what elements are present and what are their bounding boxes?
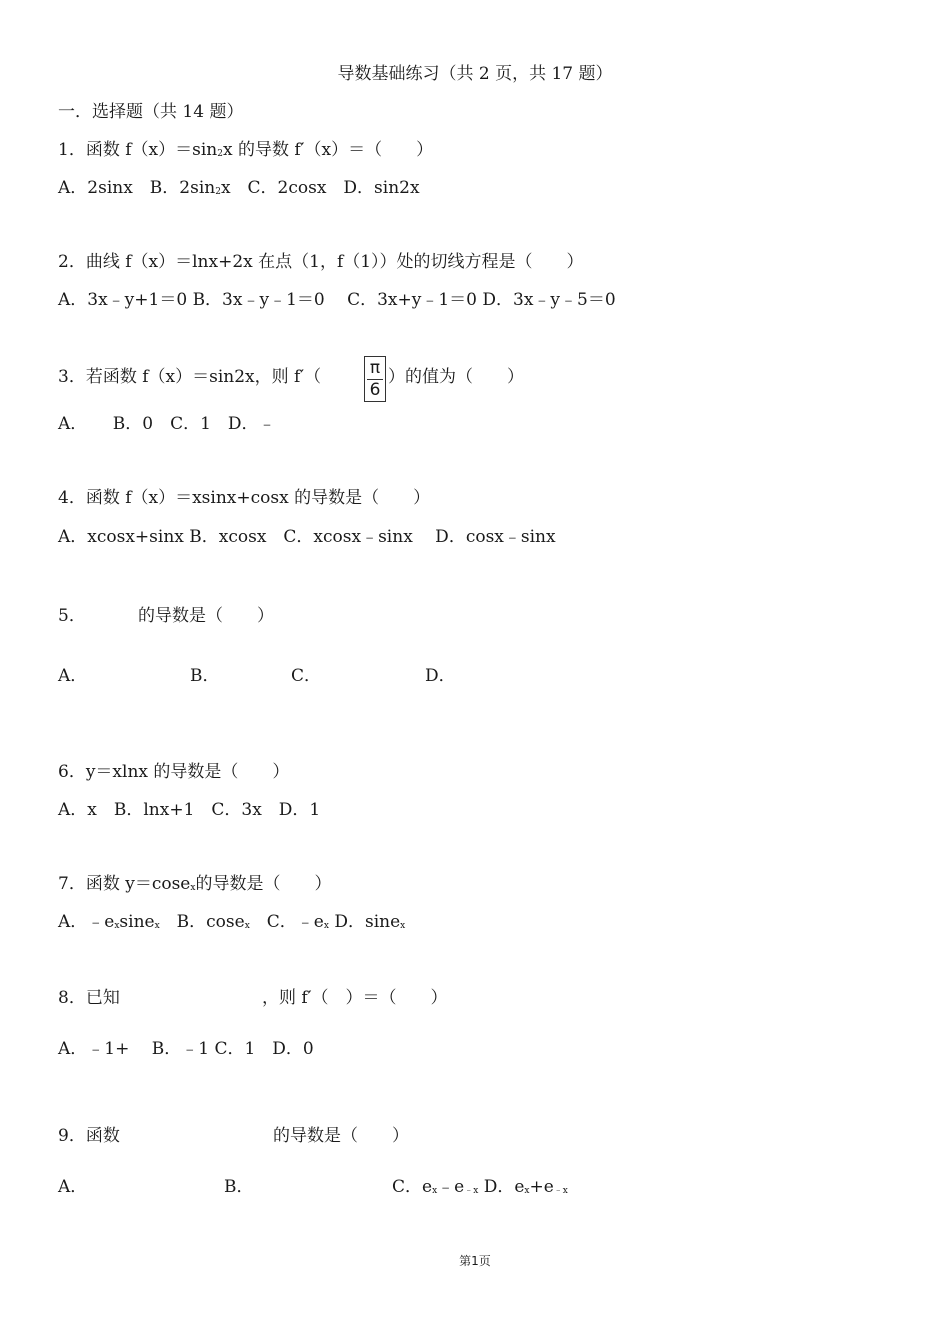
question-7-stem (58, 874, 331, 898)
question-2-stem: 2．曲线 f（x）＝lnx+2x 在点（1，f（1））处的切线方程是（ ） (58, 252, 584, 272)
question-9-number: 9．函数 (58, 1126, 120, 1146)
question-5-option-c: C． (291, 666, 322, 686)
page-number-footer: 第1页 (459, 1254, 491, 1268)
q1-options-post: x C．2cosx D．sin2x (220, 178, 420, 198)
question-8-stem: ，则 f′（ ）＝（ ） (262, 988, 448, 1008)
q9-opt-c-sup1: x (432, 1186, 438, 1196)
q7-opt-d-sup: x (400, 921, 406, 931)
question-5-option-b: B． (190, 666, 220, 686)
q7-opt-a-sup1: x (114, 921, 120, 931)
fraction-denominator: 6 (369, 380, 381, 400)
question-8-number: 8．已知 (58, 988, 120, 1008)
q1-options-pre: A．2sinx B．2sin (58, 178, 216, 198)
q1-stem-sub: 2 (217, 149, 223, 159)
question-6-stem: 6．y＝xlnx 的导数是（ ） (58, 762, 290, 782)
question-5-stem: 的导数是（ ） (138, 606, 274, 626)
question-5-option-d: D． (425, 666, 456, 686)
q1-options-sub: 2 (215, 187, 221, 197)
question-8-options: A．﹣1+ B．﹣1 C．1 D．0 (58, 1039, 314, 1059)
q7-opt-d-pre: D．sine (328, 912, 401, 932)
question-5-option-a: A． (58, 666, 88, 686)
q9-opt-c-mid: ﹣e (437, 1177, 465, 1197)
q7-stem-pre: 7．函数 y＝cose (58, 874, 191, 894)
question-6-options: A．x B．lnx+1 C．3x D．1 (58, 800, 321, 820)
question-1-stem (58, 140, 433, 164)
q7-stem-post: 的导数是（ ） (195, 874, 332, 894)
fraction-numerator: π (369, 358, 381, 378)
q7-opt-a-mid: sine (119, 912, 155, 932)
q7-opt-b-sup: x (244, 921, 250, 931)
question-2-options: A．3x﹣y+1＝0 B．3x﹣y﹣1＝0 C．3x+y﹣1＝0 D．3x﹣y﹣5＝0 (58, 290, 616, 310)
q9-opt-d-pre: D．e (478, 1177, 525, 1197)
q7-opt-a-sup2: x (154, 921, 160, 931)
question-9-option-b: B． (224, 1177, 254, 1197)
question-3-stem-post: ）的值为（ ） (388, 367, 524, 387)
question-9-stem: 的导数是（ ） (273, 1126, 409, 1146)
q1-stem-post: x 的导数 f′（x）＝（ ） (222, 140, 434, 160)
section-heading: 一．选择题（共 14 题） (58, 102, 244, 122)
q9-opt-d-mid: +e (529, 1177, 554, 1197)
page-title: 导数基础练习（共 2 页，共 17 题） (337, 64, 613, 84)
question-4-stem: 4．函数 f（x）＝xsinx+cosx 的导数是（ ） (58, 488, 431, 508)
question-4-options: A．xcosx+sinx B．xcosx C．xcosx﹣sinx D．cosx﹣sinx (58, 527, 556, 547)
q1-stem-pre: 1．函数 f（x）＝sin (58, 140, 218, 160)
question-3-stem-pre: 3．若函数 f（x）＝sin2x，则 f′（ (58, 367, 322, 387)
q9-opt-c-sup2: ﹣x (464, 1186, 479, 1196)
q7-opt-a-pre: A．﹣e (58, 912, 115, 932)
pi-over-six-fraction (364, 356, 386, 402)
question-9-option-a: A． (58, 1177, 88, 1197)
q9-opt-c-pre: C．e (392, 1177, 433, 1197)
q9-opt-d-sup1: x (524, 1186, 530, 1196)
q9-opt-d-sup2: ﹣x (553, 1186, 568, 1196)
q7-opt-b-pre: B．cose (159, 912, 245, 932)
question-9-options-cd (392, 1177, 568, 1201)
question-1-options (58, 178, 420, 202)
question-5-number: 5． (58, 606, 86, 626)
question-3-options: A． B．0 C．1 D．﹣ (58, 414, 276, 434)
q7-stem-sup: x (190, 883, 196, 893)
q7-opt-c-pre: C．﹣e (249, 912, 324, 932)
q7-opt-c-sup: x (323, 921, 329, 931)
question-7-options (58, 912, 405, 936)
